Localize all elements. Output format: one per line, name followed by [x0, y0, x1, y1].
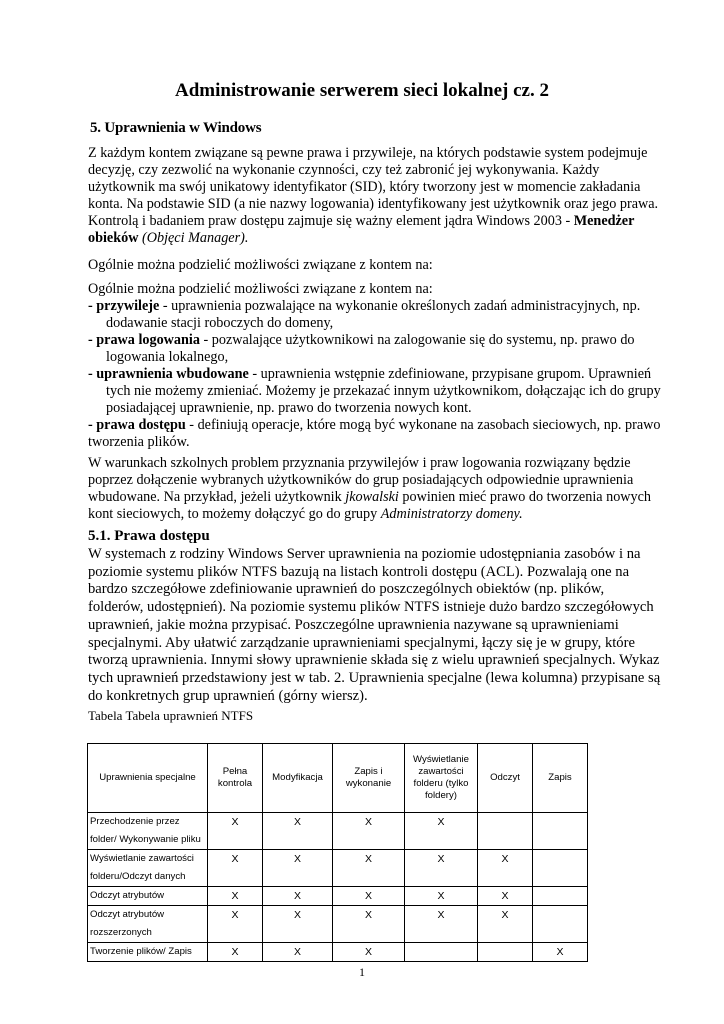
list-cont: logowania lokalnego, [106, 349, 229, 365]
object-manager-term: Menedżer obieków [88, 213, 635, 246]
paragraph-intro-text: Z każdym kontem związane są pewne prawa i przywileje, na których podstawie system podejmuje decyzję, czy zezwolić na wykonanie czynności, czy też zabronić jej wykonywania. Każdy użytkownik ma swój unikatowy identyfikator (SID), który tworzony jest w momencie zakładania konta. Na podstawie SID (a nie nazwy logowania) identyfikowany jest użytkownik oraz jego prawa. Kontrolą i badaniem praw dostępu zajmuje się ważny element jądra Windows 2003 - [88, 145, 659, 229]
list-item [88, 298, 640, 314]
column-header: Zapis i wykonanie [333, 744, 405, 813]
paragraph-summary: Ogólnie można podzielić możliwości związane z kontem na: [88, 257, 433, 273]
table-cell [478, 813, 533, 850]
column-header: Uprawnienia specjalne [88, 744, 208, 813]
table-row [88, 887, 588, 906]
list-item [88, 332, 635, 348]
list-term: - przywileje [88, 298, 160, 314]
table-cell: X [405, 850, 478, 887]
table-cell [405, 943, 478, 962]
section-heading-5-1: 5.1. Prawa dostępu [88, 528, 210, 544]
paragraph-school-text-2: powinien mieć prawo do tworzenia nowych kont sieciowych, to możemy dołączyć go do grupy [88, 489, 652, 522]
row-label: Odczyt atrybutów [88, 887, 208, 906]
row-label: Wyświetlanie zawartości folderu/Odczyt danych [88, 850, 208, 887]
rights-list-intro: Ogólnie można podzielić możliwości związane z kontem na: [88, 281, 433, 297]
table-cell [533, 887, 588, 906]
list-desc: - uprawnienia wstępnie zdefiniowane, przypisane grupom. Uprawnień [248, 366, 652, 382]
list-item [88, 417, 660, 450]
list-desc: - definiują operacje, które mogą być wykonane na zasobach sieciowych, np. prawo tworzenia plików. [88, 417, 661, 450]
list-cont: dodawanie stacji roboczych do domeny, [106, 315, 334, 331]
page-number: 1 [359, 965, 365, 979]
table-cell: X [208, 943, 263, 962]
table-cell: X [333, 906, 405, 943]
table-cell: X [208, 906, 263, 943]
table-row [88, 850, 588, 887]
table-cell: X [263, 906, 333, 943]
object-manager-english: (Objęci Manager). [138, 230, 249, 246]
table-row [88, 943, 588, 962]
table-cell: X [478, 887, 533, 906]
table-cell: X [333, 813, 405, 850]
list-desc: - pozwalające użytkownikowi na zalogowanie się do systemu, np. prawo do [199, 332, 635, 348]
column-header: Odczyt [478, 744, 533, 813]
column-header: Zapis [533, 744, 588, 813]
paragraph-school-text: W warunkach szkolnych problem przyznania przywilejów i praw logowania rozwiązany będzie poprzez dołączenie wybranych użytkowników do grup posiadających odpowiednie uprawnienia wbudowane. Na przykład, jeżeli użytkownik [88, 455, 634, 505]
table-cell: X [263, 887, 333, 906]
list-term: - uprawnienia wbudowane [88, 366, 249, 382]
table-cell [533, 813, 588, 850]
paragraph-access-rights: W systemach z rodziny Windows Server uprawnienia na poziomie udostępniania zasobów i na poziomie systemu plików NTFS bazują na listach kontroli dostępu (ACL). Pozwalają one na bardzo szczegółowe zdefiniowanie uprawnień do poszczególnych obiektów (np. plików, folderów, udostępnień). Na poziomie systemu plików NTFS istnieje dużo bardzo szczegółowych uprawnień, jakie można przypisać. Poszczególne uprawnienia nazywane są uprawnieniami specjalnymi. Aby ułatwić zarządzanie uprawnieniami specjalnymi, łączy się je w grupy, które tworzą uprawnienia. Innymi słowy uprawnienie składa się z wielu uprawnień specjalnych. Wykaz tych uprawnień przedstawiony jest w tab. 2. Uprawnienia specjalne (lewa kolumna) przypisane są do konkretnych grup uprawnień (górny wiersz). [88, 546, 661, 704]
table-cell: X [478, 850, 533, 887]
table-cell: X [405, 906, 478, 943]
table-cell: X [333, 850, 405, 887]
row-label: Przechodzenie przez folder/ Wykonywanie pliku [88, 813, 208, 850]
paragraph-school [88, 455, 663, 523]
row-label: Odczyt atrybutów rozszerzonych [88, 906, 208, 943]
table-cell: X [263, 943, 333, 962]
table-caption: Tabela Tabela uprawnień NTFS [88, 708, 254, 723]
ntfs-permissions-table [87, 743, 588, 962]
column-header: Pełna kontrola [208, 744, 263, 813]
table-cell: X [405, 887, 478, 906]
list-term: - prawa dostępu [88, 417, 186, 433]
table-cell: X [333, 943, 405, 962]
table-cell [478, 943, 533, 962]
table-cell: X [208, 813, 263, 850]
example-user: jkowalski [345, 489, 399, 505]
column-header: Wyświetlanie zawartości folderu (tylko foldery) [405, 744, 478, 813]
table-cell [533, 906, 588, 943]
page-title: Administrowanie serwerem sieci lokalnej cz. 2 [175, 80, 549, 101]
table-cell: X [208, 850, 263, 887]
column-header: Modyfikacja [263, 744, 333, 813]
table-row [88, 813, 588, 850]
table-cell: X [333, 887, 405, 906]
table-header-row [88, 744, 588, 813]
list-term: - prawa logowania [88, 332, 200, 348]
table-cell [533, 850, 588, 887]
rights-list [88, 281, 663, 451]
paragraph-intro [88, 145, 663, 247]
list-item [88, 366, 651, 382]
list-desc: - uprawnienia pozwalające na wykonanie określonych zadań administracyjnych, np. [159, 298, 641, 314]
table-cell: X [263, 813, 333, 850]
table-cell: X [533, 943, 588, 962]
list-cont: tych nie możemy zmieniać. Możemy je przekazać innym użytkownikom, dołączając ich do grupy posiadającej uprawnienie, np. prawo do tworzenia nowych kont. [106, 383, 661, 416]
table-cell: X [478, 906, 533, 943]
table-cell: X [405, 813, 478, 850]
row-label: Tworzenie plików/ Zapis [88, 943, 208, 962]
example-group: Administratorzy domeny. [380, 506, 523, 522]
table-cell: X [263, 850, 333, 887]
table-cell: X [208, 887, 263, 906]
section-heading-5: 5. Uprawnienia w Windows [90, 120, 262, 136]
table-row [88, 906, 588, 943]
